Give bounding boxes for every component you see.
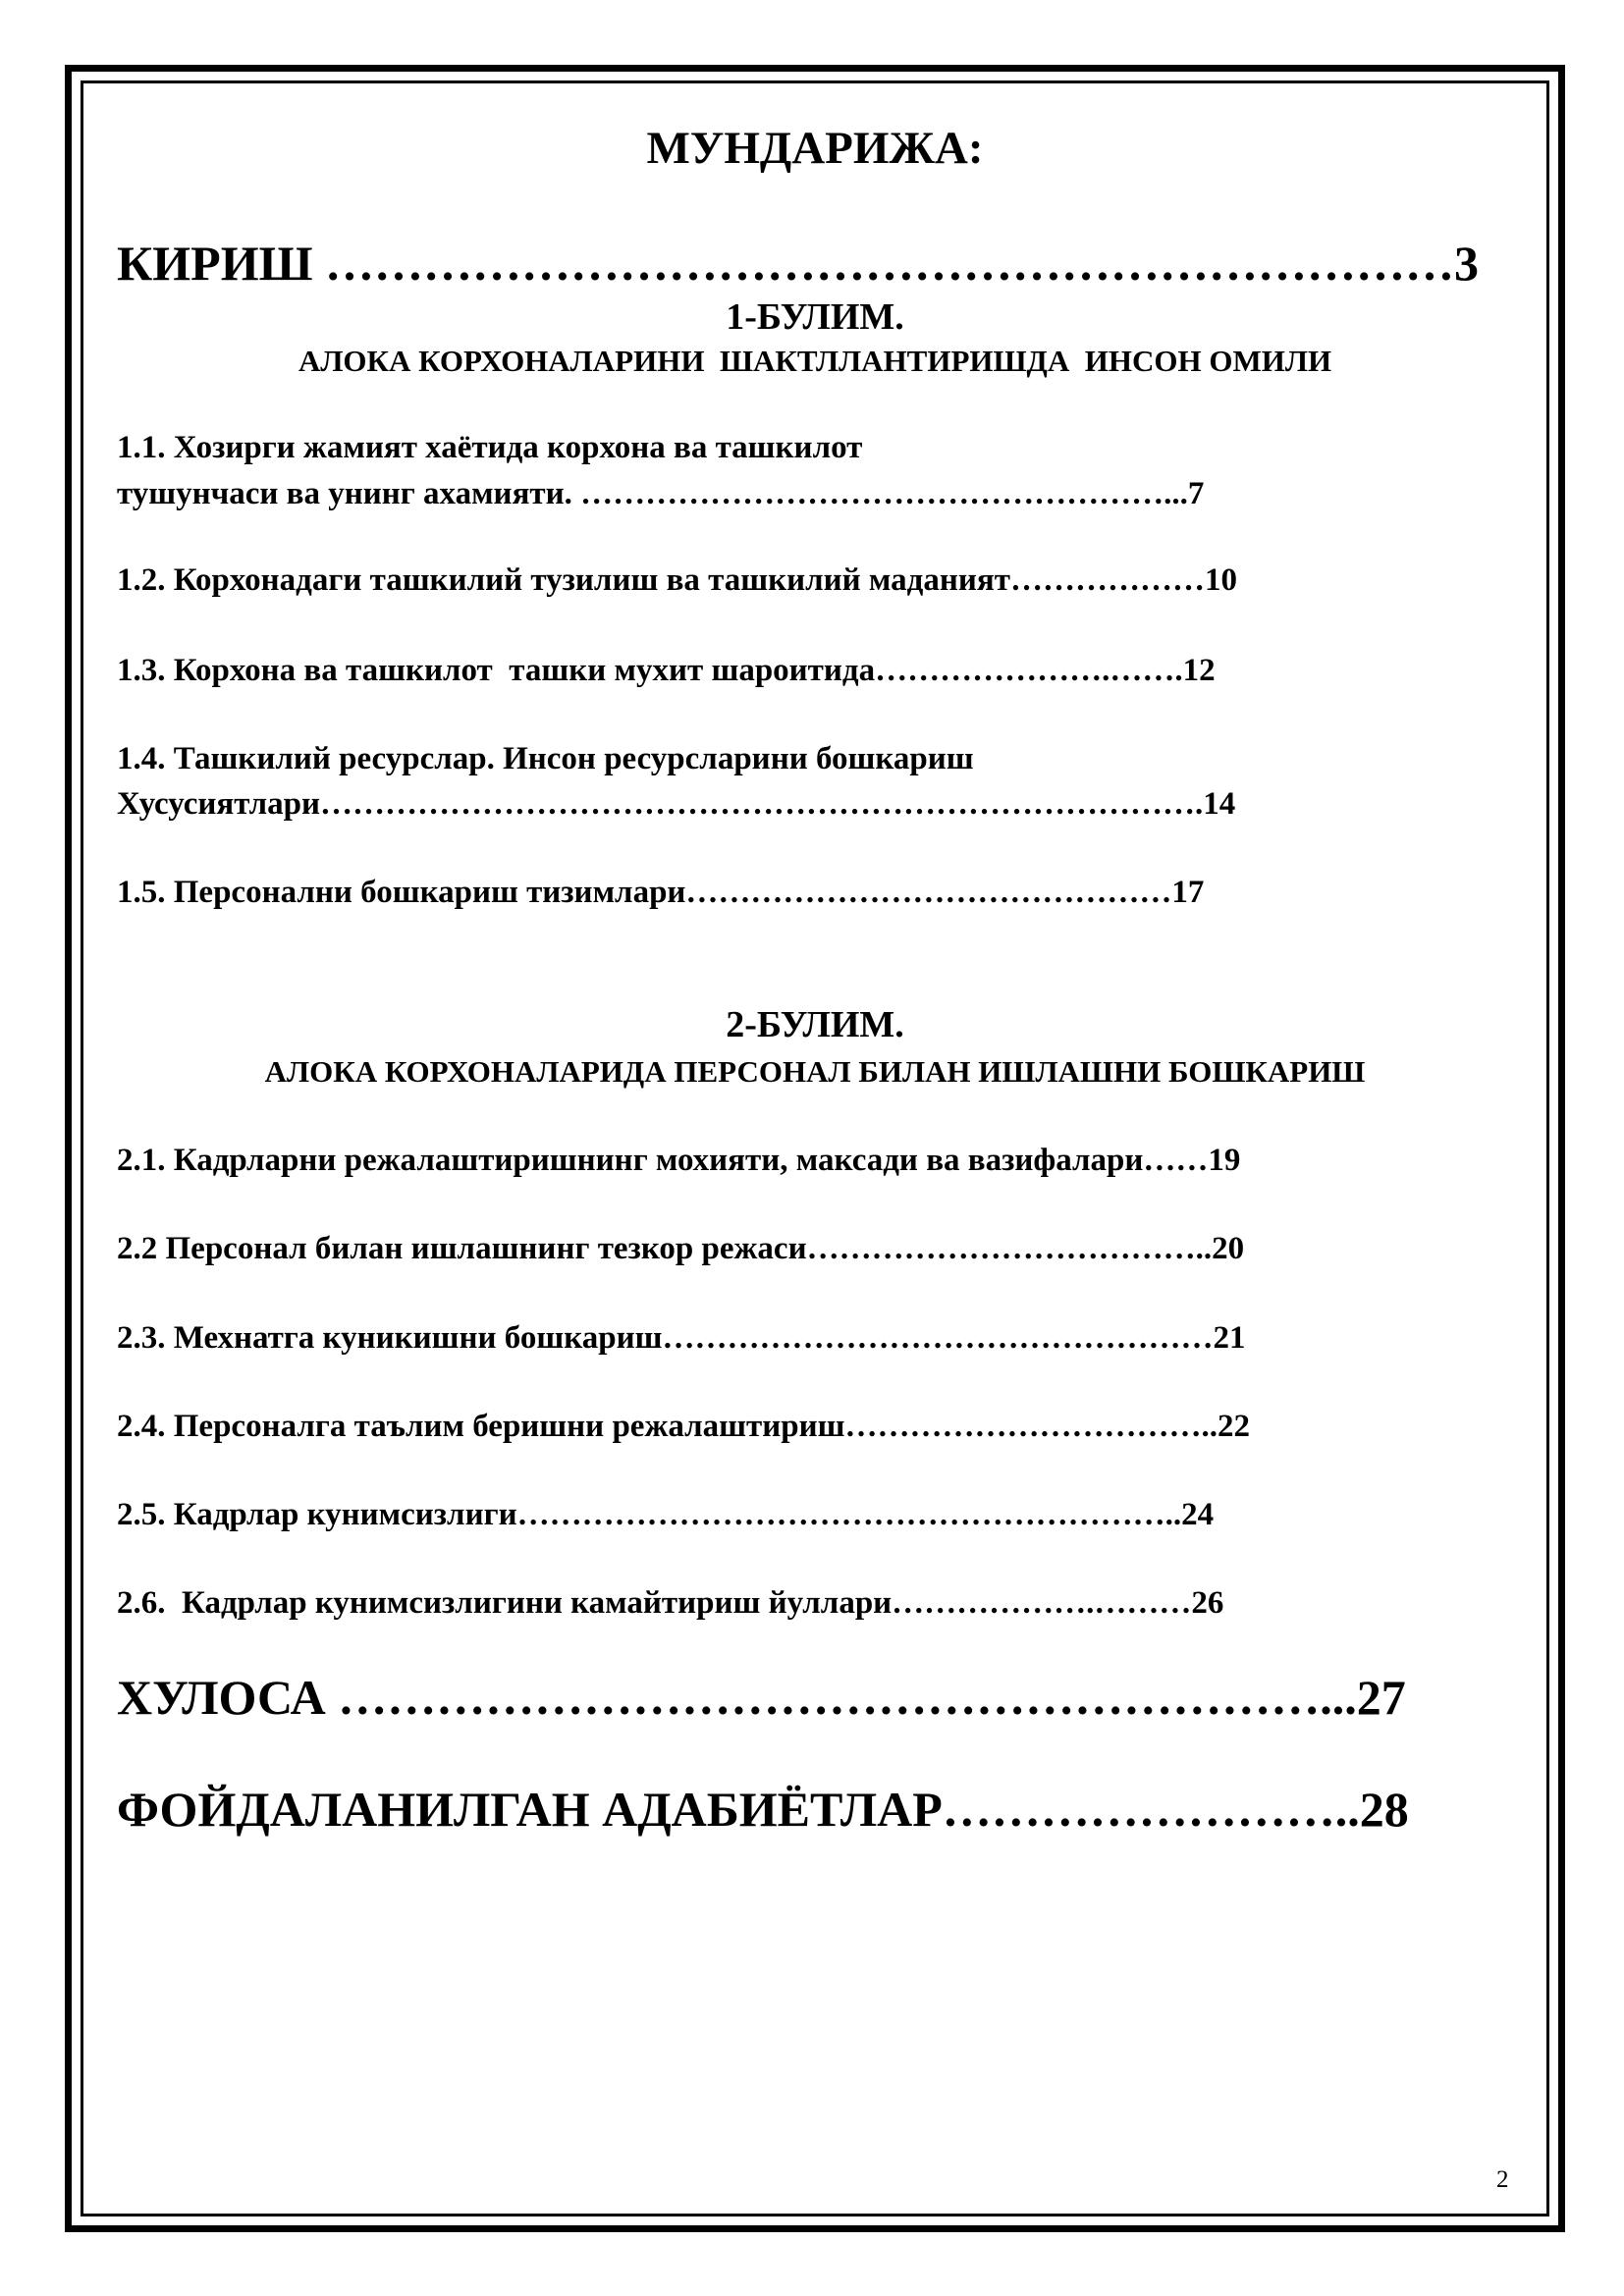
toc-title: МУНДАРИЖА: [646, 123, 984, 174]
chapter2-subheading: АЛОКА КОРХОНАЛАРИДА ПЕРСОНАЛ БИЛАН ИШЛАШНИ БОШКАРИШ [264, 1054, 1366, 1089]
toc-item-2-2: 2.2 Персонал билан ишлашнинг тезкор режаси………………………………..20 [117, 1231, 1245, 1266]
toc-item-1-4-line2: Хусусиятлари……………………………………………………………………….14 [117, 786, 1236, 822]
toc-item-2-4: 2.4. Персоналга таълим беришни режалаштириш……………………………..22 [117, 1409, 1250, 1444]
toc-item-1-2: 1.2. Корхонадаги ташкилий тузилиш ва ташкилий маданият………………10 [117, 562, 1237, 598]
chapter1-subheading: АЛОКА КОРХОНАЛАРИНИ ШАКТЛЛАНТИРИШДА ИНСОН ОМИЛИ [298, 344, 1332, 378]
toc-references: ФОЙДАЛАНИЛГАН АДАБИЁТЛАР……………………..28 [117, 1782, 1409, 1837]
toc-intro: КИРИШ ……………………………………………………………3 [117, 236, 1479, 291]
toc-item-1-5: 1.5. Персонални бошкариш тизимлари………………………………………17 [117, 875, 1205, 910]
toc-item-2-3: 2.3. Мехнатга куникишни бошкариш……………………………………………21 [117, 1320, 1246, 1356]
toc-item-1-1-line1: 1.1. Хозирги жамият хаётида корхона ва ташкилот [117, 430, 863, 465]
toc-item-1-1-line2: тушунчаси ва унинг ахамияти. ………………………………………………...7 [117, 476, 1205, 511]
page-number: 2 [1496, 2166, 1509, 2193]
toc-item-2-5: 2.5. Кадрлар кунимсизлиги……………………………………………………..24 [117, 1497, 1215, 1532]
toc-item-1-3: 1.3. Корхона ва ташкилот ташки мухит шароитида………………….…….12 [117, 653, 1216, 688]
chapter2-heading: 2-БУЛИМ. [726, 1004, 904, 1045]
chapter1-heading: 1-БУЛИМ. [726, 296, 904, 338]
toc-item-1-4-line1: 1.4. Ташкилий ресурслар. Инсон ресурсларини бошкариш [117, 741, 974, 776]
toc-item-2-6: 2.6. Кадрлар кунимсизлигини камайтириш йуллари……………….………26 [117, 1585, 1224, 1621]
toc-item-2-1: 2.1. Кадрларни режалаштиришнинг мохияти, максади ва вазифалари……19 [117, 1143, 1241, 1178]
toc-conclusion: ХУЛОСА ……………………………………………………...27 [117, 1670, 1406, 1725]
